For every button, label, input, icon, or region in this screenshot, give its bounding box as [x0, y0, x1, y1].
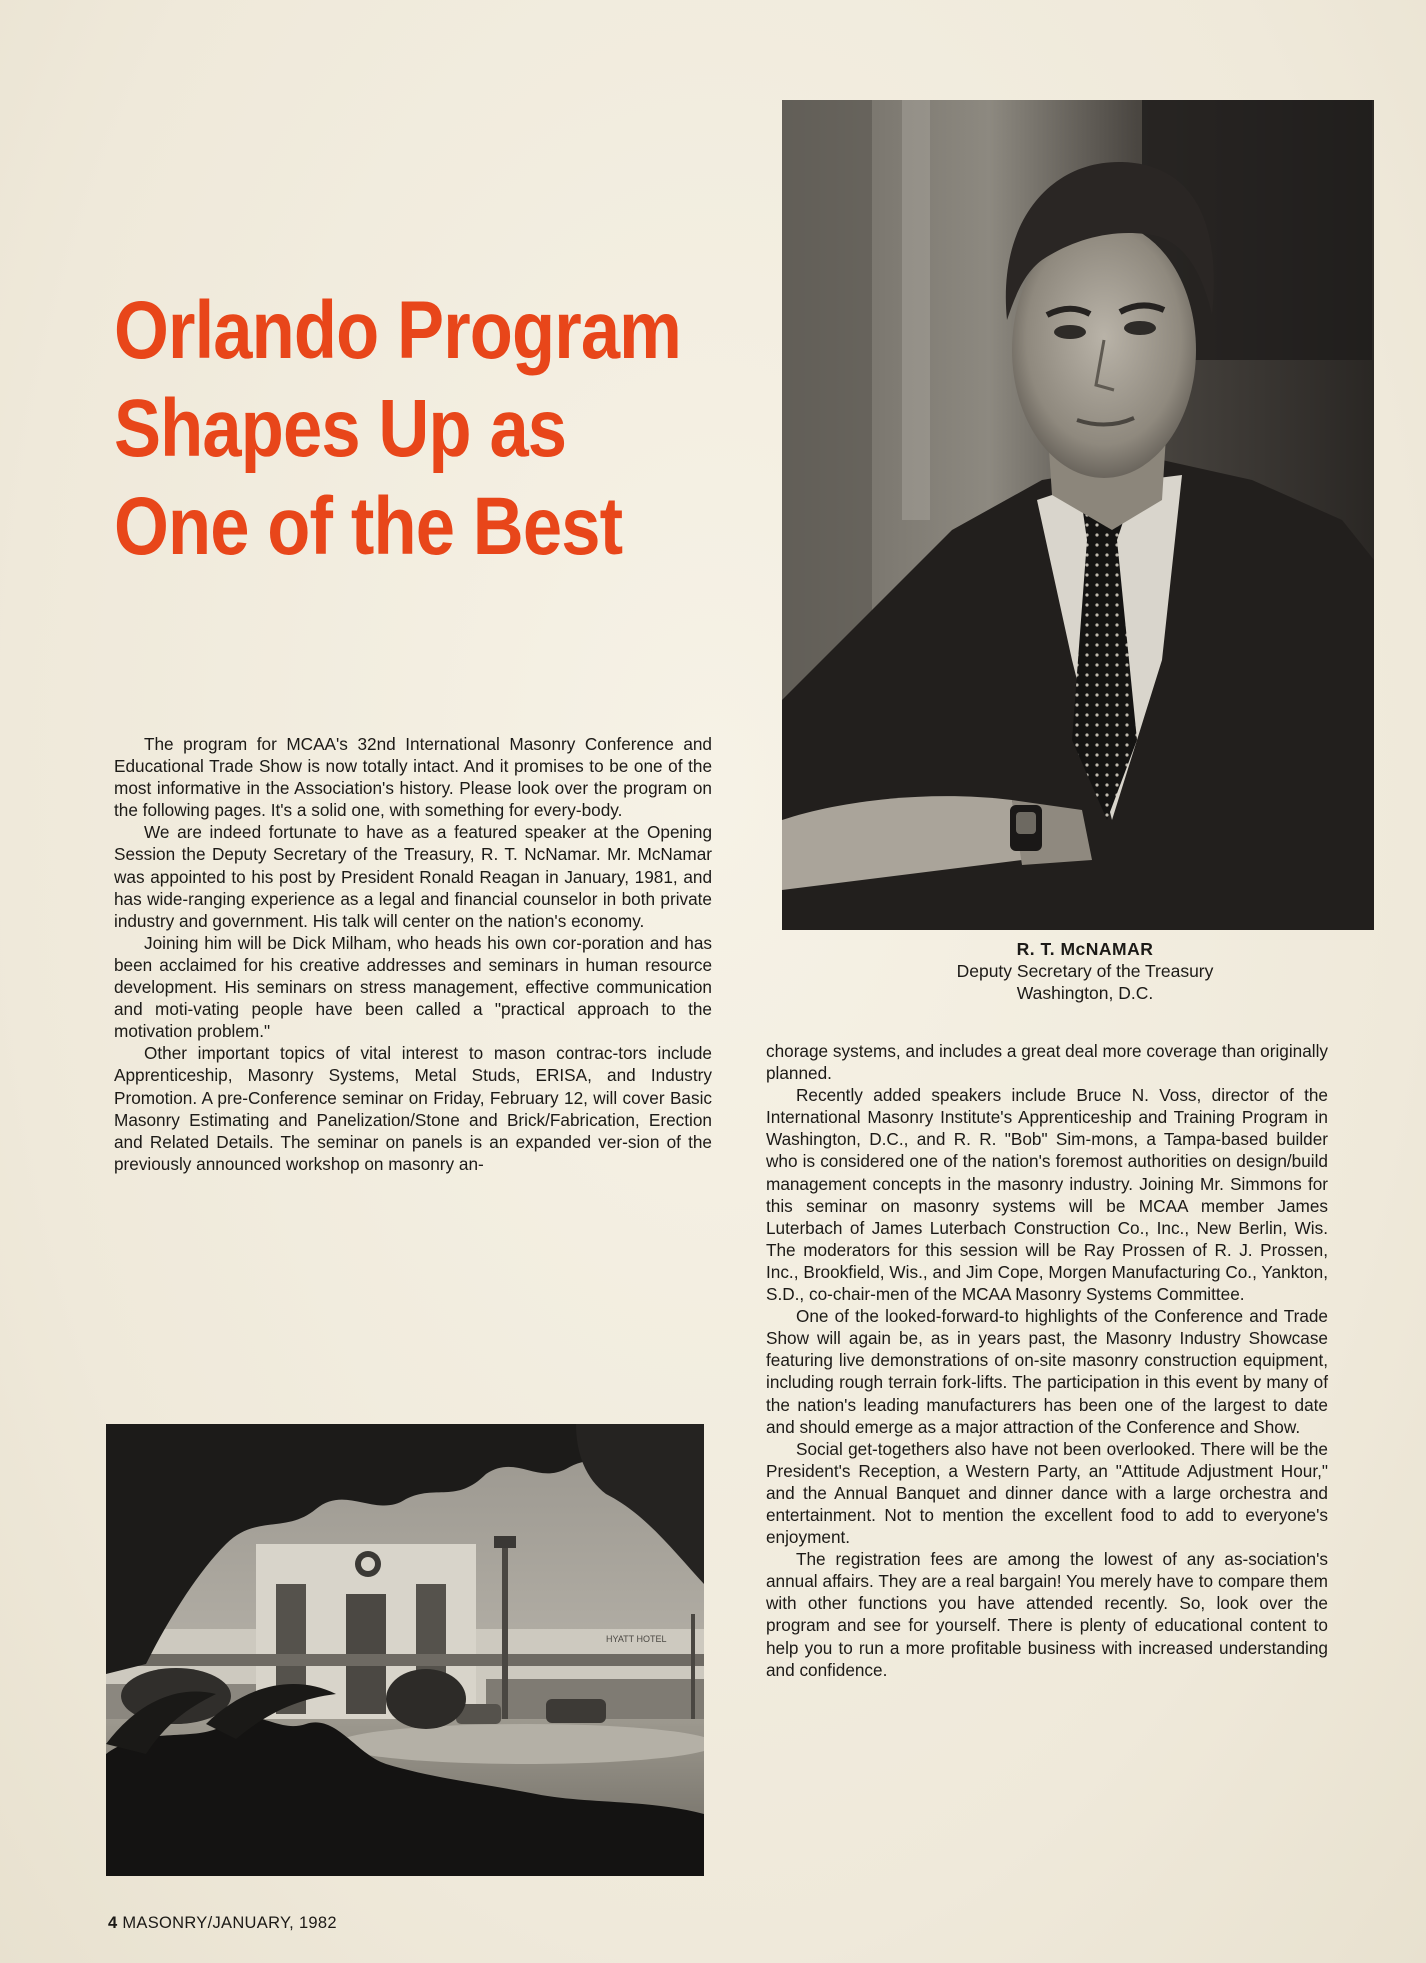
paragraph: One of the looked-forward-to highlights of the Conference and Trade Show will again be, as in years past, the Masonry Industry Showcase featuring live demonstrations of on-site masonry construction equipment, including rough terrain fork-lifts. The participation in this event by many of the nation's leading manufacturers has been one of the largest to date and should emerge as a major attraction of the Conference and Show. — [766, 1306, 1328, 1437]
paragraph: chorage systems, and includes a great deal more coverage than originally planned. — [766, 1041, 1328, 1084]
article-headline — [114, 282, 682, 576]
photo-caption — [940, 938, 1230, 1004]
paragraph: Social get-togethers also have not been overlooked. There will be the President's Reception, a Western Party, an "Attitude Adjustment Hour," and the Annual Banquet and dinner dance with a large orchestra and entertainment. Not to mention the excellent food to add to everyone's enjoyment. — [766, 1438, 1328, 1548]
page-footer — [108, 1914, 337, 1933]
caption-name: R. T. McNAMAR — [1016, 939, 1154, 959]
portrait-illustration — [782, 100, 1374, 930]
paragraph: We are indeed fortunate to have as a featured speaker at the Opening Session the Deputy Secretary of the Treasury, R. T. NcNamar. Mr. McNamar was appointed to his post by President Ronald Reagan in January, 1981, and has wide-ranging experience as a legal and financial counselor in both private industry and government. His talk will center on the nation's economy. — [114, 822, 712, 931]
hotel-photo — [106, 1424, 704, 1876]
caption-title: Deputy Secretary of the Treasury — [956, 961, 1214, 981]
headline-line-3: One of the Best — [114, 481, 623, 572]
right-text-column — [766, 1040, 1328, 1681]
publication-info: MASONRY/JANUARY, 1982 — [122, 1914, 337, 1932]
paragraph: The registration fees are among the lowest of any as-sociation's annual affairs. They are a real bargain! You merely have to compare them with other functions you have attended recently. So, look over the program and see for yourself. There is plenty of educational content to help you to run a more profitable business with increased understanding and confidence. — [766, 1549, 1328, 1680]
page-number: 4 — [108, 1914, 118, 1932]
paragraph: Recently added speakers include Bruce N. Voss, director of the International Masonry Institute's Apprenticeship and Training Program in Washington, D.C., and R. R. "Bob" Sim-mons, a Tampa-based builder who is considered one of the nation's foremost authorities on design/build management concepts in the masonry industry. Joining Mr. Simmons for this seminar on masonry systems will be MCAA member James Luterbach of James Luterbach Construction Co., Inc., New Berlin, Wis. The moderators for this session will be Ray Prossen of R. J. Prossen, Inc., Brookfield, Wis., and Jim Cope, Morgen Manufacturing Co., Yankton, S.D., co-chair-men of the MCAA Masonry Systems Committee. — [766, 1085, 1328, 1305]
caption-location: Washington, D.C. — [1016, 983, 1154, 1003]
hotel-illustration — [106, 1424, 704, 1876]
portrait-photo — [782, 100, 1374, 930]
left-text-column — [114, 733, 712, 1175]
headline-line-1: Orlando Program — [114, 285, 682, 376]
hotel-sign: HYATT HOTEL — [606, 1634, 667, 1644]
paragraph: Other important topics of vital interest to mason contrac-tors include Apprenticeship, Masonry Systems, Metal Studs, ERISA, and Industry Promotion. A pre-Conference seminar on Friday, February 12, will cover Basic Masonry Estimating and Panelization/Stone and Brick/Fabrication, Erection and Related Details. The seminar on panels is an expanded ver-sion of the previously announced workshop on masonry an- — [114, 1043, 712, 1174]
paragraph: The program for MCAA's 32nd International Masonry Conference and Educational Trade Show is now totally intact. And it promises to be one of the most informative in the Association's history. Please look over the program on the following pages. It's a solid one, with something for every-body. — [114, 734, 712, 821]
headline-line-2: Shapes Up as — [114, 383, 567, 474]
paragraph: Joining him will be Dick Milham, who heads his own cor-poration and has been acclaimed for his creative addresses and seminars in human resource development. His seminars on stress management, effective communication and moti-vating people have been called a "practical approach to the motivation problem." — [114, 932, 712, 1042]
